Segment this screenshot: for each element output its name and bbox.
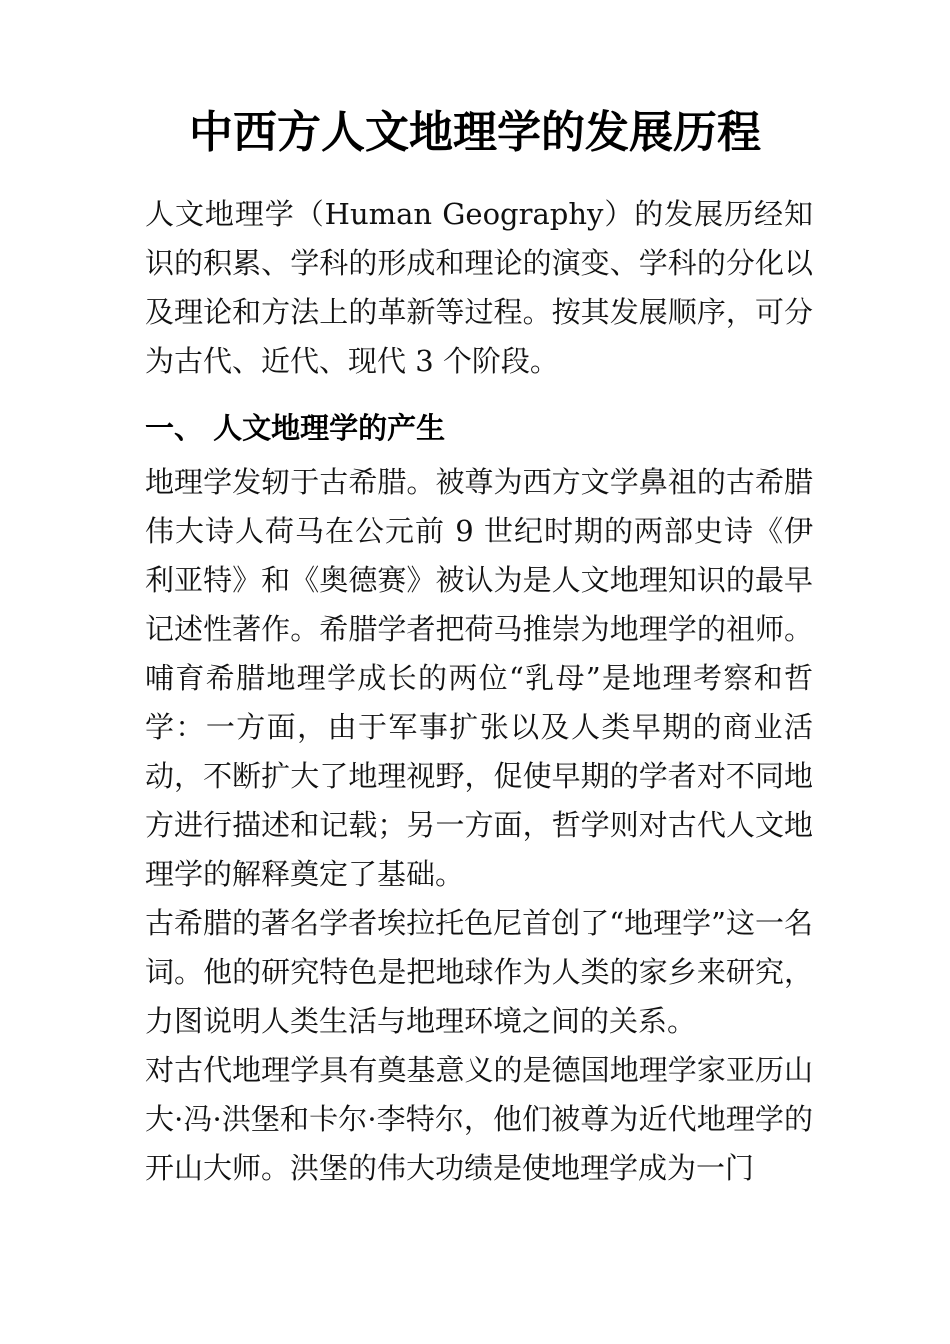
document-body <box>145 190 813 1193</box>
body-paragraph: 地理学发轫于古希腊。被尊为西方文学鼻祖的古希腊伟大诗人荷马在公元前 9 世纪时期的两部史诗《伊利亚特》和《奥德赛》被认为是人文地理知识的最早记述性著作。希腊学者把荷马推崇为地理学的祖师。哺育希腊地理学成长的两位“乳母”是地理考察和哲学：一方面，由于军事扩张以及人类早期的商业活动，不断扩大了地理视野，促使早期的学者对不同地方进行描述和记载；另一方面，哲学则对古代人文地理学的解释奠定了基础。 <box>145 465 813 891</box>
body-paragraph: 古希腊的著名学者埃拉托色尼首创了“地理学”这一名词。他的研究特色是把地球作为人类的家乡来研究，力图说明人类生活与地理环境之间的关系。 <box>145 906 813 1038</box>
body-paragraph: 对古代地理学具有奠基意义的是德国地理学家亚历山大·冯·洪堡和卡尔·李特尔，他们被尊为近代地理学的开山大师。洪堡的伟大功绩是使地理学成为一门 <box>145 1053 813 1185</box>
document-title: 中西方人文地理学的发展历程 <box>189 107 761 158</box>
section-heading: 一、 人文地理学的产生 <box>145 411 446 445</box>
intro-paragraph: 人文地理学（Human Geography）的发展历经知识的积累、学科的形成和理论的演变、学科的分化以及理论和方法上的革新等过程。按其发展顺序，可分为古代、近代、现代 3 个阶段。 <box>145 197 813 378</box>
